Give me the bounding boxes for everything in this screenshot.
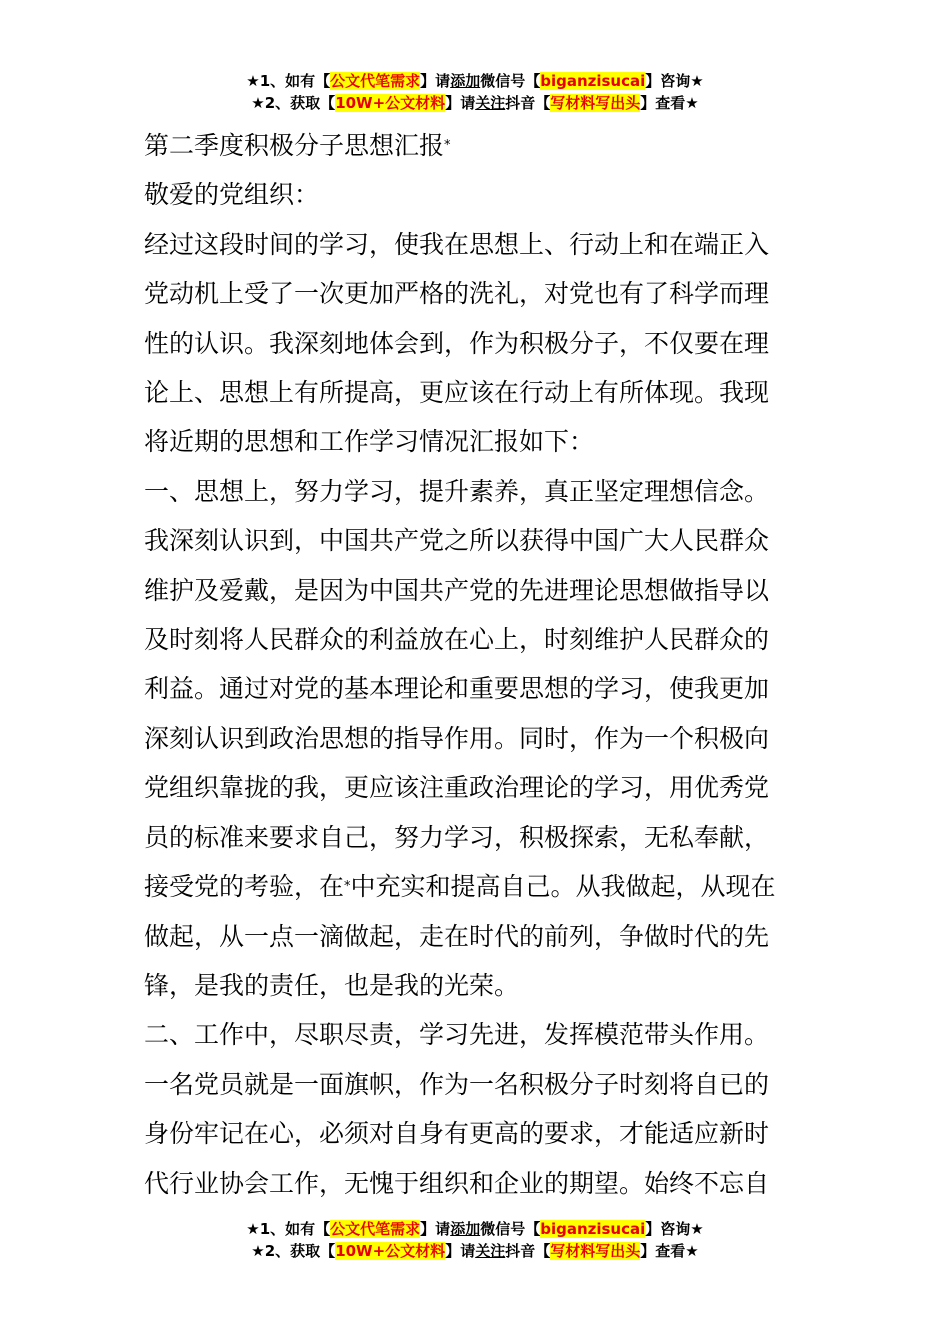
banner-underlined: 添加: [450, 1220, 481, 1238]
body-line: 将近期的思想和工作学习情况汇报如下：: [144, 427, 595, 457]
banner-line-1: [0, 1218, 950, 1240]
highlight-douyin: 写材料写出头: [550, 1242, 641, 1260]
body-line: 利益。通过对党的基本理论和重要思想的学习，使我更加: [144, 674, 770, 704]
banner-text: 】咨询★: [645, 72, 704, 90]
body-line: 一名党员就是一面旗帜，作为一名积极分子时刻将自已的: [144, 1069, 770, 1099]
section-heading-2: 二、工作中，尽职尽责，学习先进，发挥模范带头作用。: [144, 1020, 770, 1050]
body-line: 性的认识。我深刻地体会到，作为积极分子，不仅要在理: [144, 328, 770, 358]
title-mark: *: [444, 138, 451, 153]
banner-underlined: 关注: [475, 1242, 506, 1260]
banner-text: 】查看★: [640, 94, 699, 112]
banner-text: 抖音【: [505, 94, 551, 112]
body-line: 论上、思想上有所提高，更应该在行动上有所体现。我现: [144, 378, 770, 408]
section-heading-1: 一、思想上，努力学习，提升素养，真正坚定理想信念。: [144, 476, 770, 506]
banner-text: ★1、如有【: [246, 1220, 331, 1238]
banner-line-2: [0, 1240, 950, 1262]
body-line: 身份牢记在心，必须对自身有更高的要求，才能适应新时: [144, 1119, 770, 1149]
banner-text: 】请: [445, 94, 476, 112]
highlight-service: 公文代笔需求: [330, 72, 421, 90]
body-line: 及时刻将人民群众的利益放在心上，时刻维护人民群众的: [144, 625, 770, 655]
highlight-materials: 10W+公文材料: [335, 94, 446, 112]
banner-text: ★1、如有【: [246, 72, 331, 90]
body-line: 锋，是我的责任，也是我的光荣。: [144, 970, 520, 1000]
document-title: [144, 121, 810, 170]
body-line: 代行业协会工作，无愧于组织和企业的期望。始终不忘自: [144, 1168, 770, 1198]
header-banner: [0, 70, 950, 114]
banner-underlined: 关注: [475, 94, 506, 112]
body-line: 维护及爱戴，是因为中国共产党的先进理论思想做指导以: [144, 575, 770, 605]
inline-mark: *: [344, 879, 351, 895]
banner-text: 微信号【: [480, 72, 541, 90]
body-line: 做起，从一点一滴做起，走在时代的前列，争做时代的先: [144, 921, 770, 951]
banner-text: 】查看★: [640, 1242, 699, 1260]
banner-text: 】请: [445, 1242, 476, 1260]
body-text: 接受党的考验，在: [144, 872, 345, 902]
body-text: 中充实和提高自己。从我做起，从现在: [350, 872, 776, 902]
highlight-wechat-id: biganzisucai: [540, 1220, 646, 1238]
body-line: 我深刻认识到，中国共产党之所以获得中国广大人民群众: [144, 526, 770, 556]
banner-text: ★2、获取【: [251, 1242, 336, 1260]
banner-line-2: [0, 92, 950, 114]
body-line: 深刻认识到政治思想的指导作用。同时，作为一个积极向: [144, 723, 770, 753]
banner-line-1: [0, 70, 950, 92]
title-text: 第二季度积极分子思想汇报: [144, 131, 445, 160]
highlight-douyin: 写材料写出头: [550, 94, 641, 112]
body-line: 党动机上受了一次更加严格的洗礼，对党也有了科学而理: [144, 279, 770, 309]
highlight-wechat-id: biganzisucai: [540, 72, 646, 90]
body-line: [144, 862, 810, 911]
highlight-service: 公文代笔需求: [330, 1220, 421, 1238]
document-body: [144, 121, 810, 1208]
banner-text: 微信号【: [480, 1220, 541, 1238]
highlight-materials: 10W+公文材料: [335, 1242, 446, 1260]
banner-text: 】咨询★: [645, 1220, 704, 1238]
banner-text: 抖音【: [505, 1242, 551, 1260]
banner-text: 】请: [420, 1220, 451, 1238]
body-line: 经过这段时间的学习，使我在思想上、行动上和在端正入: [144, 229, 770, 259]
body-line: 党组织靠拢的我，更应该注重政治理论的学习，用优秀党: [144, 773, 770, 803]
banner-underlined: 添加: [450, 72, 481, 90]
salutation: 敬爱的党组织：: [144, 180, 320, 210]
body-line: 员的标准来要求自己，努力学习，积极探索，无私奉献，: [144, 822, 770, 852]
banner-text: 】请: [420, 72, 451, 90]
footer-banner: [0, 1218, 950, 1262]
banner-text: ★2、获取【: [251, 94, 336, 112]
